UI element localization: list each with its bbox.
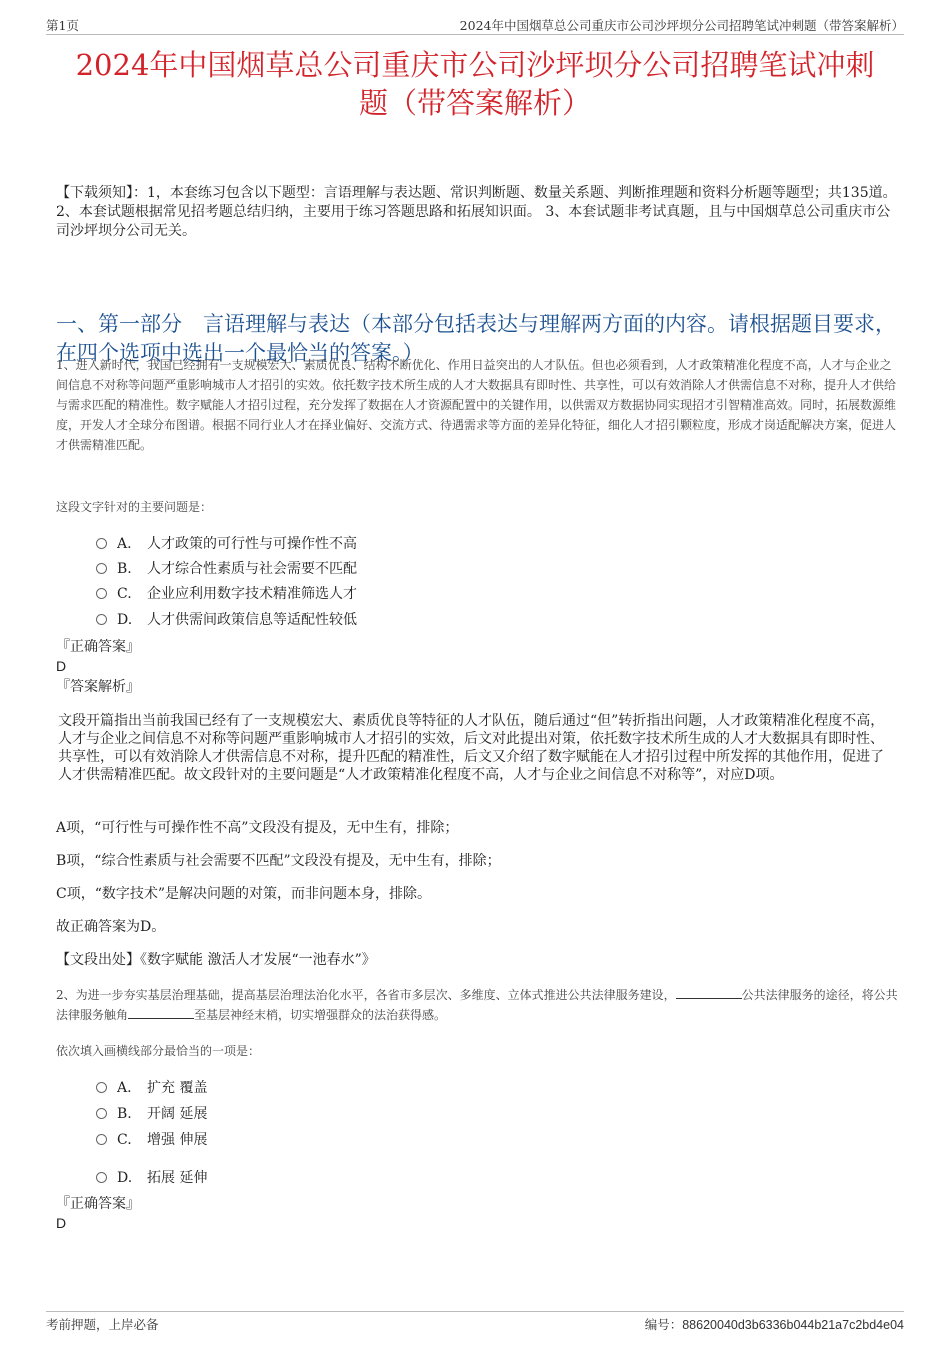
q1-analysis-option-a: A项，“可行性与可操作性不高”文段没有提及，无中生有，排除； — [56, 820, 459, 836]
document-title — [40, 46, 910, 122]
q1-analysis-option-c: C项，“数字技术”是解决问题的对策，而非问题本身，排除。 — [56, 886, 432, 902]
download-notice: 【下载须知】：1，本套练习包含以下题型：言语理解与表达题、常识判断题、数量关系题、判断推理题和资料分析题等题型；共135道。 2、本套试题根据常见招考题总结归纳，主要用于练习答题思路和拓展知识面。 3、本套试题非考试真题，且与中国烟草总公司重庆市公司沙坪坝分公司无关。 — [56, 185, 897, 239]
radio-icon[interactable] — [96, 1134, 107, 1145]
fill-blank-1[interactable] — [676, 986, 742, 999]
title-line-1: 2024年中国烟草总公司重庆市公司沙坪坝分公司招聘笔试冲刺 — [75, 48, 875, 82]
footer-slogan: 考前押题，上岸必备 — [46, 1317, 159, 1332]
q1-conclusion: 故正确答案为D。 — [56, 919, 166, 935]
q1-option-b[interactable]: B. 人才综合性素质与社会需要不匹配 — [96, 558, 357, 578]
fill-blank-2[interactable] — [128, 1006, 194, 1019]
radio-icon[interactable] — [96, 1172, 107, 1183]
q1-option-c[interactable]: C. 企业应利用数字技术精准筛选人才 — [96, 583, 357, 603]
title-line-2: 题（带答案解析） — [358, 86, 591, 120]
question-1-prompt: 这段文字针对的主要问题是： — [56, 500, 213, 514]
page-number: 第1页 — [46, 18, 79, 33]
page-footer — [46, 1311, 904, 1332]
radio-icon[interactable] — [96, 1108, 107, 1119]
q1-analysis: 文段开篇指出当前我国已经有了一支规模宏大、素质优良等特征的人才队伍，随后通过“但”转折指出问题，人才政策精准化程度不高，人才与企业之间信息不对称等问题严重影响城市人才招引的实效，后文对此提出对策，依托数字技术所生成的人才大数据具有即时性、共享性，可以有效消除人才供需信息不对称，提升匹配的精准性，后文又介绍了数字赋能在人才招引过程中所发挥的其他作用，促进了人才供需精准匹配。故文段针对的主要问题是“人才政策精准化程度不高，人才与企业之间信息不对称等”，对应D项。 — [58, 713, 885, 783]
q1-option-d[interactable]: D. 人才供需间政策信息等适配性较低 — [96, 609, 357, 629]
question-2-prompt: 依次填入画横线部分最恰当的一项是： — [56, 1044, 261, 1058]
radio-icon[interactable] — [96, 538, 107, 549]
q2-option-a[interactable]: A. 扩充 覆盖 — [96, 1077, 207, 1097]
question-1-stem: 1、进入新时代，我国已经拥有一支规模宏大、素质优良、结构不断优化、作用日益突出的人才队伍。但也必须看到，人才政策精准化程度不高，人才与企业之间信息不对称等问题严重影响城市人才招引的实效。依托数字技术所生成的人才大数据具有即时性、共享性，可以有效消除人才供需信息不对称，提升人才供给与需求匹配的精准性。数字赋能人才招引过程，充分发挥了数据在人才资源配置中的关键作用，以供需双方数据协同实现招才引智精准高效。同时，拓展数源维度，开发人才全球分布图谱。根据不同行业人才在择业偏好、交流方式、待遇需求等方面的差异化特征，细化人才招引颗粒度，形成才岗适配解决方案，促进人才供需精准匹配。 — [56, 358, 897, 452]
q1-analysis-option-b: B项，“综合性素质与社会需要不匹配”文段没有提及，无中生有，排除； — [56, 853, 501, 869]
q1-answer-label: 『正确答案』 — [56, 639, 140, 655]
header-doc-title: 2024年中国烟草总公司重庆市公司沙坪坝分公司招聘笔试冲刺题（带答案解析） — [459, 18, 904, 33]
q1-source: 【文段出处】《数字赋能 激活人才发展“一池春水”》 — [56, 952, 376, 968]
q1-option-a[interactable]: A. 人才政策的可行性与可操作性不高 — [96, 533, 357, 553]
footer-code: 编号：88620040d3b6336b044b21a7c2bd4e04 — [644, 1317, 904, 1332]
q2-option-d[interactable]: D. 拓展 延伸 — [96, 1167, 207, 1187]
question-2-stem: 2、为进一步夯实基层治理基础，提高基层治理法治化水平，各省市多层次、多维度、立体式推进公共法律服务建设， 公共法律服务的途径，将公共法律服务触角 至基层神经末梢，切实增强群众的法治获得感。 — [56, 988, 898, 1022]
q2-answer: D — [56, 1215, 67, 1231]
q2-option-b[interactable]: B. 开阔 延展 — [96, 1103, 207, 1123]
radio-icon[interactable] — [96, 563, 107, 574]
page-header — [46, 14, 904, 35]
q1-answer: D — [56, 658, 67, 674]
radio-icon[interactable] — [96, 1082, 107, 1093]
radio-icon[interactable] — [96, 588, 107, 599]
section-heading: 一、第一部分 言语理解与表达（本部分包括表达与理解两方面的内容。请根据题目要求，在四个选项中选出一个最恰当的答案。） — [56, 312, 896, 365]
q2-answer-label: 『正确答案』 — [56, 1196, 140, 1212]
q1-analysis-label: 『答案解析』 — [56, 679, 140, 695]
radio-icon[interactable] — [96, 614, 107, 625]
q2-option-c[interactable]: C. 增强 伸展 — [96, 1129, 207, 1149]
